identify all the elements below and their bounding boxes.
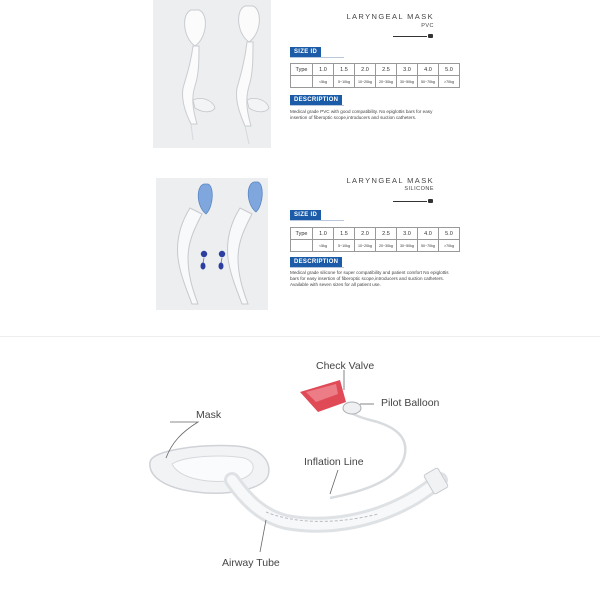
airway-tube-label: Airway Tube	[222, 557, 280, 569]
silicone-laryngeal-mask-photo	[156, 178, 268, 310]
pilot-balloon-label: Pilot Balloon	[381, 397, 440, 409]
product-material: PVC	[421, 23, 434, 29]
size-cell: 1.5	[334, 64, 355, 76]
check-valve-label: Check Valve	[316, 360, 375, 372]
weight-row-label	[291, 76, 313, 88]
description-tag: DESCRIPTION	[290, 95, 342, 105]
size-cell: 2.5	[376, 64, 397, 76]
tube-graphic	[393, 201, 427, 202]
weight-row-label	[291, 240, 313, 252]
weight-cell: 5~10kg	[334, 76, 355, 88]
size-cell: 1.5	[334, 228, 355, 240]
tube-graphic-tip	[428, 34, 433, 38]
size-cell: 4.0	[418, 64, 439, 76]
mask-label: Mask	[196, 409, 222, 421]
inflation-line-leader-line	[330, 470, 338, 494]
size-cell: 3.0	[397, 64, 418, 76]
size-cell: 1.0	[313, 228, 334, 240]
weight-cell: 50~70kg	[418, 240, 439, 252]
size-table	[290, 63, 460, 88]
weight-cell: <5kg	[313, 76, 334, 88]
size-cell: 3.0	[397, 228, 418, 240]
size-cell: 1.0	[313, 64, 334, 76]
size-cell: 2.5	[376, 228, 397, 240]
size-row-label: Type	[291, 228, 313, 240]
inflation-line-label: Inflation Line	[304, 456, 364, 468]
laryngeal-mask-diagram	[0, 340, 600, 600]
weight-cell: 30~50kg	[397, 76, 418, 88]
weight-cell: 20~30kg	[376, 76, 397, 88]
tag-underline	[290, 267, 344, 268]
pvc-laryngeal-mask-photo	[153, 0, 271, 148]
description-tag: DESCRIPTION	[290, 257, 342, 267]
product-title: LARYNGEAL MASK	[346, 176, 434, 185]
weight-cell: 5~10kg	[334, 240, 355, 252]
product-material: SILICONE	[404, 186, 434, 192]
tag-underline	[290, 57, 344, 58]
product-description: Medical grade silicone for super compatibility and patient comfort No epiglottis bars for easy insertion of fiberoptic scope,introducers and suction catheters. Available with seven sizes for all patient use.	[290, 270, 449, 287]
inflation-line-shape	[330, 412, 405, 498]
size-id-tag: SIZE ID	[290, 210, 321, 220]
weight-cell: 50~70kg	[418, 76, 439, 88]
tube-graphic	[393, 36, 427, 37]
weight-cell: <5kg	[313, 240, 334, 252]
weight-cell: 20~30kg	[376, 240, 397, 252]
weight-cell: 10~20kg	[355, 76, 376, 88]
size-cell: 2.0	[355, 228, 376, 240]
product-description: Medical grade PVC with good compatibility. No epiglottis bars for easy insertion of fiberoptic scope,introducers and suction catheters.	[290, 109, 433, 120]
weight-cell: >70kg	[439, 76, 460, 88]
pilot-balloon-shape	[343, 402, 361, 414]
airway-tube-leader-line	[260, 520, 266, 552]
size-cell: 5.0	[439, 228, 460, 240]
weight-cell: 30~50kg	[397, 240, 418, 252]
tube-graphic-tip	[428, 199, 433, 203]
size-row-label: Type	[291, 64, 313, 76]
section-divider	[0, 336, 600, 337]
size-cell: 2.0	[355, 64, 376, 76]
size-cell: 5.0	[439, 64, 460, 76]
weight-cell: >70kg	[439, 240, 460, 252]
product-title: LARYNGEAL MASK	[346, 12, 434, 21]
size-id-tag: SIZE ID	[290, 47, 321, 57]
tag-underline	[290, 105, 344, 106]
weight-cell: 10~20kg	[355, 240, 376, 252]
tag-underline	[290, 220, 344, 221]
size-table	[290, 227, 460, 252]
size-cell: 4.0	[418, 228, 439, 240]
